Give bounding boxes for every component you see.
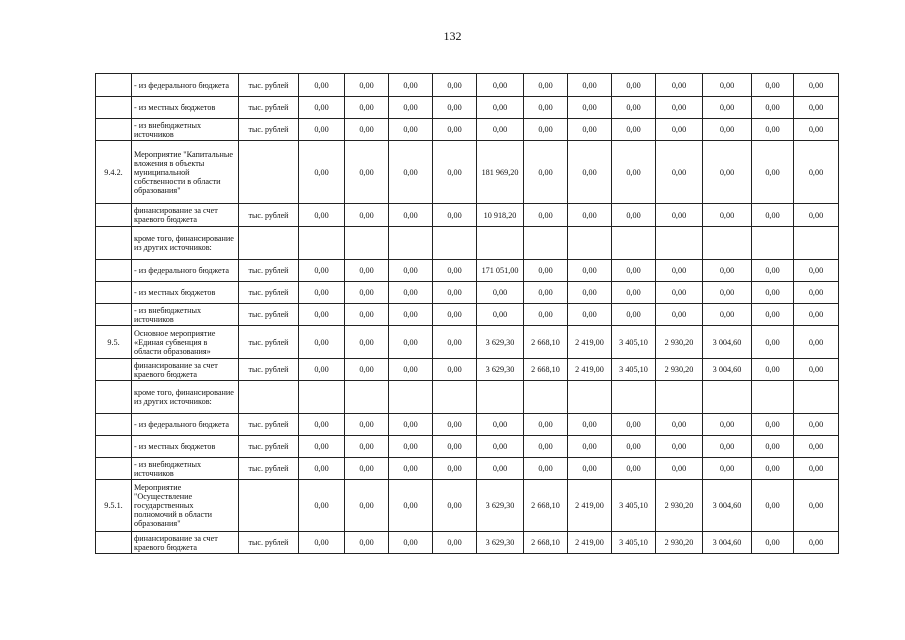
- value-cell: 0,00: [752, 204, 794, 227]
- value-cell: 0,00: [612, 260, 656, 282]
- value-cell: 0,00: [568, 141, 612, 204]
- value-cell: 0,00: [433, 119, 477, 141]
- value-cell: [656, 381, 703, 414]
- value-cell: 0,00: [299, 282, 345, 304]
- value-cell: 0,00: [703, 74, 752, 97]
- value-cell: 0,00: [524, 74, 568, 97]
- value-cell: [524, 381, 568, 414]
- value-cell: 0,00: [703, 141, 752, 204]
- value-cell: 0,00: [703, 436, 752, 458]
- value-cell: 0,00: [794, 480, 839, 532]
- row-name-cell: - из федерального бюджета: [132, 260, 239, 282]
- table-row: [96, 74, 839, 97]
- value-cell: 0,00: [345, 359, 389, 381]
- value-cell: 0,00: [703, 304, 752, 326]
- value-cell: 0,00: [568, 282, 612, 304]
- value-cell: 0,00: [612, 74, 656, 97]
- value-cell: 0,00: [656, 204, 703, 227]
- value-cell: 0,00: [794, 141, 839, 204]
- row-code-cell: [96, 359, 132, 381]
- row-code-cell: 9.4.2.: [96, 141, 132, 204]
- value-cell: 0,00: [703, 282, 752, 304]
- value-cell: [752, 227, 794, 260]
- value-cell: 0,00: [656, 119, 703, 141]
- value-cell: 0,00: [656, 97, 703, 119]
- value-cell: 0,00: [389, 304, 433, 326]
- row-code-cell: [96, 227, 132, 260]
- value-cell: 0,00: [477, 119, 524, 141]
- value-cell: 2 930,20: [656, 480, 703, 532]
- table-row: [96, 480, 839, 532]
- row-unit-cell: тыс. рублей: [239, 260, 299, 282]
- row-unit-cell: тыс. рублей: [239, 532, 299, 554]
- row-unit-cell: тыс. рублей: [239, 304, 299, 326]
- value-cell: 0,00: [752, 326, 794, 359]
- value-cell: 0,00: [524, 304, 568, 326]
- value-cell: 0,00: [568, 260, 612, 282]
- value-cell: 0,00: [568, 204, 612, 227]
- value-cell: 0,00: [433, 359, 477, 381]
- value-cell: 0,00: [752, 480, 794, 532]
- value-cell: 0,00: [433, 260, 477, 282]
- value-cell: 0,00: [345, 458, 389, 480]
- row-unit-cell: тыс. рублей: [239, 74, 299, 97]
- value-cell: 0,00: [794, 532, 839, 554]
- value-cell: [477, 381, 524, 414]
- row-code-cell: [96, 260, 132, 282]
- value-cell: 0,00: [794, 304, 839, 326]
- row-unit-cell: тыс. рублей: [239, 458, 299, 480]
- value-cell: 0,00: [752, 359, 794, 381]
- row-name-cell: - из внебюджетных источников: [132, 119, 239, 141]
- value-cell: 3 405,10: [612, 359, 656, 381]
- row-unit-cell: тыс. рублей: [239, 436, 299, 458]
- value-cell: [794, 381, 839, 414]
- value-cell: 0,00: [345, 436, 389, 458]
- value-cell: 0,00: [345, 480, 389, 532]
- value-cell: 0,00: [433, 304, 477, 326]
- value-cell: 0,00: [794, 436, 839, 458]
- row-unit-cell: тыс. рублей: [239, 414, 299, 436]
- value-cell: [299, 381, 345, 414]
- value-cell: 0,00: [299, 141, 345, 204]
- value-cell: 0,00: [345, 304, 389, 326]
- value-cell: 0,00: [389, 282, 433, 304]
- value-cell: 0,00: [433, 436, 477, 458]
- value-cell: 0,00: [299, 436, 345, 458]
- value-cell: 0,00: [794, 260, 839, 282]
- value-cell: 0,00: [299, 359, 345, 381]
- value-cell: 0,00: [703, 260, 752, 282]
- value-cell: [345, 227, 389, 260]
- table-row: [96, 326, 839, 359]
- value-cell: [389, 381, 433, 414]
- value-cell: 2 930,20: [656, 326, 703, 359]
- value-cell: [389, 227, 433, 260]
- row-unit-cell: тыс. рублей: [239, 97, 299, 119]
- value-cell: 0,00: [524, 141, 568, 204]
- value-cell: 0,00: [345, 282, 389, 304]
- value-cell: [477, 227, 524, 260]
- value-cell: 0,00: [477, 97, 524, 119]
- value-cell: 3 405,10: [612, 326, 656, 359]
- value-cell: 0,00: [433, 141, 477, 204]
- value-cell: 0,00: [389, 119, 433, 141]
- value-cell: 0,00: [299, 414, 345, 436]
- row-unit-cell: тыс. рублей: [239, 119, 299, 141]
- row-name-cell: - из федерального бюджета: [132, 414, 239, 436]
- value-cell: 0,00: [524, 436, 568, 458]
- row-code-cell: [96, 436, 132, 458]
- value-cell: [656, 227, 703, 260]
- value-cell: 0,00: [752, 141, 794, 204]
- budget-table: [95, 73, 839, 554]
- value-cell: 0,00: [477, 304, 524, 326]
- value-cell: 0,00: [433, 458, 477, 480]
- value-cell: 0,00: [656, 304, 703, 326]
- value-cell: 0,00: [477, 414, 524, 436]
- value-cell: 3 004,60: [703, 326, 752, 359]
- value-cell: 0,00: [389, 532, 433, 554]
- value-cell: [299, 227, 345, 260]
- value-cell: 0,00: [703, 119, 752, 141]
- value-cell: [524, 227, 568, 260]
- value-cell: 0,00: [752, 304, 794, 326]
- value-cell: 0,00: [703, 458, 752, 480]
- table-row: [96, 97, 839, 119]
- value-cell: 0,00: [299, 532, 345, 554]
- value-cell: 0,00: [389, 326, 433, 359]
- value-cell: 0,00: [524, 414, 568, 436]
- page-number: 132: [443, 29, 462, 43]
- value-cell: 0,00: [752, 282, 794, 304]
- table-row: [96, 359, 839, 381]
- value-cell: 0,00: [299, 74, 345, 97]
- value-cell: 2 668,10: [524, 532, 568, 554]
- row-name-cell: финансирование за счет краевого бюджета: [132, 204, 239, 227]
- row-unit-cell: тыс. рублей: [239, 326, 299, 359]
- row-name-cell: - из местных бюджетов: [132, 282, 239, 304]
- value-cell: 0,00: [299, 97, 345, 119]
- value-cell: 0,00: [345, 74, 389, 97]
- value-cell: 0,00: [794, 414, 839, 436]
- table-row: [96, 436, 839, 458]
- row-name-cell: Основное мероприятие «Единая субвенция в области образования»: [132, 326, 239, 359]
- row-unit-cell: тыс. рублей: [239, 359, 299, 381]
- value-cell: 0,00: [752, 414, 794, 436]
- value-cell: 0,00: [433, 326, 477, 359]
- value-cell: [794, 227, 839, 260]
- value-cell: 3 629,30: [477, 532, 524, 554]
- value-cell: 0,00: [524, 97, 568, 119]
- value-cell: 0,00: [612, 119, 656, 141]
- value-cell: 0,00: [794, 458, 839, 480]
- value-cell: 0,00: [656, 458, 703, 480]
- value-cell: 0,00: [656, 74, 703, 97]
- value-cell: 0,00: [345, 141, 389, 204]
- value-cell: 0,00: [345, 414, 389, 436]
- value-cell: 0,00: [299, 458, 345, 480]
- value-cell: 2 668,10: [524, 359, 568, 381]
- value-cell: 0,00: [794, 282, 839, 304]
- value-cell: 0,00: [524, 204, 568, 227]
- value-cell: 3 004,60: [703, 532, 752, 554]
- value-cell: 0,00: [389, 204, 433, 227]
- value-cell: 0,00: [752, 436, 794, 458]
- value-cell: 0,00: [433, 282, 477, 304]
- value-cell: 3 405,10: [612, 532, 656, 554]
- row-name-cell: - из местных бюджетов: [132, 97, 239, 119]
- value-cell: 0,00: [794, 97, 839, 119]
- table-row: [96, 304, 839, 326]
- value-cell: 0,00: [568, 436, 612, 458]
- value-cell: 0,00: [752, 97, 794, 119]
- row-code-cell: [96, 414, 132, 436]
- value-cell: 0,00: [433, 204, 477, 227]
- row-name-cell: - из местных бюджетов: [132, 436, 239, 458]
- row-code-cell: [96, 381, 132, 414]
- row-unit-cell: тыс. рублей: [239, 282, 299, 304]
- value-cell: 0,00: [299, 326, 345, 359]
- row-name-cell: финансирование за счет краевого бюджета: [132, 359, 239, 381]
- value-cell: 0,00: [345, 204, 389, 227]
- value-cell: 0,00: [656, 414, 703, 436]
- value-cell: [703, 381, 752, 414]
- value-cell: 171 051,00: [477, 260, 524, 282]
- value-cell: [703, 227, 752, 260]
- value-cell: 0,00: [389, 414, 433, 436]
- row-code-cell: [96, 532, 132, 554]
- value-cell: 10 918,20: [477, 204, 524, 227]
- row-unit-cell: [239, 381, 299, 414]
- value-cell: 0,00: [299, 480, 345, 532]
- row-name-cell: - из внебюджетных источников: [132, 458, 239, 480]
- value-cell: 0,00: [299, 119, 345, 141]
- value-cell: 0,00: [752, 532, 794, 554]
- value-cell: 0,00: [612, 304, 656, 326]
- value-cell: 0,00: [477, 458, 524, 480]
- value-cell: 2 419,00: [568, 359, 612, 381]
- row-name-cell: Мероприятие "Осуществление государственных полномочий в области образования": [132, 480, 239, 532]
- value-cell: 0,00: [656, 282, 703, 304]
- row-code-cell: 9.5.: [96, 326, 132, 359]
- value-cell: 0,00: [477, 282, 524, 304]
- row-unit-cell: [239, 227, 299, 260]
- value-cell: [752, 381, 794, 414]
- table-row: [96, 381, 839, 414]
- table-row: [96, 260, 839, 282]
- table-row: [96, 141, 839, 204]
- value-cell: 181 969,20: [477, 141, 524, 204]
- value-cell: 0,00: [345, 119, 389, 141]
- value-cell: 3 629,30: [477, 480, 524, 532]
- value-cell: 0,00: [389, 97, 433, 119]
- value-cell: 0,00: [433, 414, 477, 436]
- value-cell: 0,00: [389, 141, 433, 204]
- row-code-cell: [96, 204, 132, 227]
- table-row: [96, 282, 839, 304]
- value-cell: [568, 227, 612, 260]
- value-cell: 0,00: [794, 359, 839, 381]
- value-cell: 3 629,30: [477, 359, 524, 381]
- value-cell: 2 668,10: [524, 480, 568, 532]
- row-code-cell: [96, 304, 132, 326]
- value-cell: 0,00: [299, 204, 345, 227]
- value-cell: [568, 381, 612, 414]
- value-cell: 0,00: [703, 97, 752, 119]
- value-cell: 0,00: [752, 458, 794, 480]
- value-cell: 0,00: [389, 458, 433, 480]
- value-cell: 0,00: [345, 532, 389, 554]
- value-cell: 0,00: [612, 282, 656, 304]
- value-cell: [433, 227, 477, 260]
- value-cell: 0,00: [524, 458, 568, 480]
- value-cell: 2 930,20: [656, 359, 703, 381]
- value-cell: 2 419,00: [568, 480, 612, 532]
- value-cell: 0,00: [656, 141, 703, 204]
- row-name-cell: - из федерального бюджета: [132, 74, 239, 97]
- row-unit-cell: тыс. рублей: [239, 204, 299, 227]
- value-cell: 0,00: [477, 436, 524, 458]
- value-cell: [345, 381, 389, 414]
- value-cell: 0,00: [656, 260, 703, 282]
- value-cell: 0,00: [703, 414, 752, 436]
- value-cell: 0,00: [612, 414, 656, 436]
- value-cell: 2 419,00: [568, 532, 612, 554]
- value-cell: 0,00: [345, 260, 389, 282]
- table-row: [96, 227, 839, 260]
- row-code-cell: 9.5.1.: [96, 480, 132, 532]
- value-cell: 3 629,30: [477, 326, 524, 359]
- row-name-cell: - из внебюджетных источников: [132, 304, 239, 326]
- value-cell: 0,00: [568, 119, 612, 141]
- value-cell: 3 405,10: [612, 480, 656, 532]
- value-cell: 0,00: [299, 304, 345, 326]
- value-cell: 0,00: [794, 204, 839, 227]
- value-cell: 0,00: [794, 326, 839, 359]
- row-code-cell: [96, 119, 132, 141]
- table-row: [96, 458, 839, 480]
- value-cell: 0,00: [389, 436, 433, 458]
- value-cell: 0,00: [345, 326, 389, 359]
- value-cell: 0,00: [433, 480, 477, 532]
- value-cell: 0,00: [568, 97, 612, 119]
- value-cell: 0,00: [477, 74, 524, 97]
- value-cell: 0,00: [752, 74, 794, 97]
- value-cell: 0,00: [612, 141, 656, 204]
- table-row: [96, 204, 839, 227]
- value-cell: 0,00: [568, 74, 612, 97]
- row-code-cell: [96, 282, 132, 304]
- value-cell: 0,00: [612, 436, 656, 458]
- value-cell: 0,00: [299, 260, 345, 282]
- value-cell: 0,00: [656, 436, 703, 458]
- table-row: [96, 532, 839, 554]
- row-code-cell: [96, 458, 132, 480]
- row-name-cell: кроме того, финансирование из других источников:: [132, 381, 239, 414]
- table-row: [96, 414, 839, 436]
- row-name-cell: финансирование за счет краевого бюджета: [132, 532, 239, 554]
- value-cell: 2 419,00: [568, 326, 612, 359]
- value-cell: 0,00: [752, 260, 794, 282]
- value-cell: [612, 381, 656, 414]
- value-cell: 0,00: [612, 458, 656, 480]
- value-cell: 0,00: [612, 97, 656, 119]
- value-cell: [612, 227, 656, 260]
- value-cell: 0,00: [433, 74, 477, 97]
- value-cell: 3 004,60: [703, 359, 752, 381]
- value-cell: 0,00: [524, 260, 568, 282]
- row-code-cell: [96, 97, 132, 119]
- row-name-cell: Мероприятие "Капитальные вложения в объекты муниципальной собственности в области образования": [132, 141, 239, 204]
- value-cell: [433, 381, 477, 414]
- value-cell: 2 930,20: [656, 532, 703, 554]
- row-unit-cell: [239, 480, 299, 532]
- value-cell: 0,00: [524, 119, 568, 141]
- table-body: [96, 74, 839, 554]
- value-cell: 0,00: [345, 97, 389, 119]
- value-cell: 2 668,10: [524, 326, 568, 359]
- value-cell: 0,00: [703, 204, 752, 227]
- row-unit-cell: [239, 141, 299, 204]
- value-cell: 0,00: [389, 260, 433, 282]
- value-cell: 0,00: [389, 480, 433, 532]
- row-code-cell: [96, 74, 132, 97]
- value-cell: 0,00: [794, 74, 839, 97]
- table-row: [96, 119, 839, 141]
- row-name-cell: кроме того, финансирование из других источников:: [132, 227, 239, 260]
- value-cell: 0,00: [389, 359, 433, 381]
- value-cell: 0,00: [612, 204, 656, 227]
- value-cell: 0,00: [752, 119, 794, 141]
- value-cell: 0,00: [568, 414, 612, 436]
- value-cell: 0,00: [389, 74, 433, 97]
- value-cell: 0,00: [433, 532, 477, 554]
- value-cell: 0,00: [524, 282, 568, 304]
- value-cell: 0,00: [568, 458, 612, 480]
- value-cell: 0,00: [568, 304, 612, 326]
- value-cell: 0,00: [794, 119, 839, 141]
- value-cell: 3 004,60: [703, 480, 752, 532]
- value-cell: 0,00: [433, 97, 477, 119]
